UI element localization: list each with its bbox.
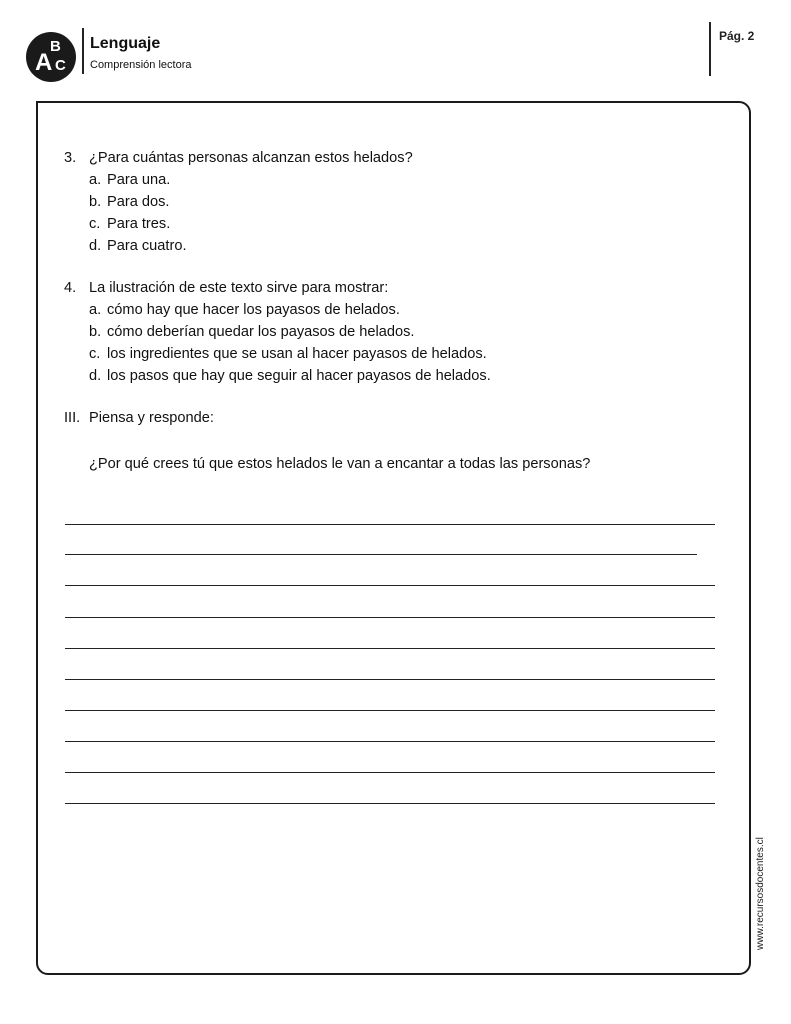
option-letter: c. [89,346,101,362]
option-c [89,343,744,365]
answer-line[interactable] [65,803,715,804]
subject-subtitle: Comprensión lectora [90,59,192,71]
question-text: La ilustración de este texto sirve para mostrar: [89,280,389,296]
option-text: cómo deberían quedar los payasos de helados. [107,324,415,340]
answer-line[interactable] [65,648,715,649]
option-letter: c. [89,216,101,232]
answer-line[interactable] [65,585,715,586]
answer-line[interactable] [65,554,697,555]
spacer [64,257,744,277]
logo-letter-c: C [55,57,66,74]
option-letter: b. [89,194,102,210]
logo-letter-b: B [50,38,61,55]
logo-letter-a: A [35,49,53,76]
abc-logo [26,32,76,82]
option-text: Para dos. [107,194,170,210]
section-number: III. [64,410,81,426]
option-text: cómo hay que hacer los payasos de helados. [107,302,400,318]
option-letter: d. [89,238,102,254]
option-letter: a. [89,172,102,188]
option-letter: b. [89,324,102,340]
answer-line[interactable] [65,679,715,680]
answer-line[interactable] [65,617,715,618]
page-number-divider [709,22,711,76]
option-a [89,169,744,191]
option-letter: a. [89,302,102,318]
spacer [64,387,744,407]
option-d [89,235,744,257]
spacer [89,429,744,453]
open-question: ¿Por qué crees tú que estos helados le van a encantar a todas las personas? [89,456,591,472]
section-3 [64,407,744,475]
option-a [89,299,744,321]
option-c [89,213,744,235]
answer-line[interactable] [65,710,715,711]
option-text: Para tres. [107,216,171,232]
subject-title: Lenguaje [90,35,161,52]
page-number: Pág. 2 [719,29,755,43]
question-4 [64,277,744,387]
option-text: los pasos que hay que seguir al hacer payasos de helados. [107,368,491,384]
question-number: 4. [64,280,77,296]
option-d [89,365,744,387]
question-text: ¿Para cuántas personas alcanzan estos helados? [89,150,413,166]
option-letter: d. [89,368,102,384]
question-3 [64,147,744,257]
website-url: www.recursosdocentes.cl [755,837,766,950]
option-b [89,321,744,343]
option-text: Para una. [107,172,171,188]
worksheet-content [64,147,744,475]
answer-line[interactable] [65,741,715,742]
option-text: los ingredientes que se usan al hacer payasos de helados. [107,346,487,362]
option-text: Para cuatro. [107,238,187,254]
header-divider [82,28,84,74]
section-title: Piensa y responde: [89,410,214,426]
answer-line[interactable] [65,524,715,525]
question-number: 3. [64,150,77,166]
option-b [89,191,744,213]
answer-line[interactable] [65,772,715,773]
